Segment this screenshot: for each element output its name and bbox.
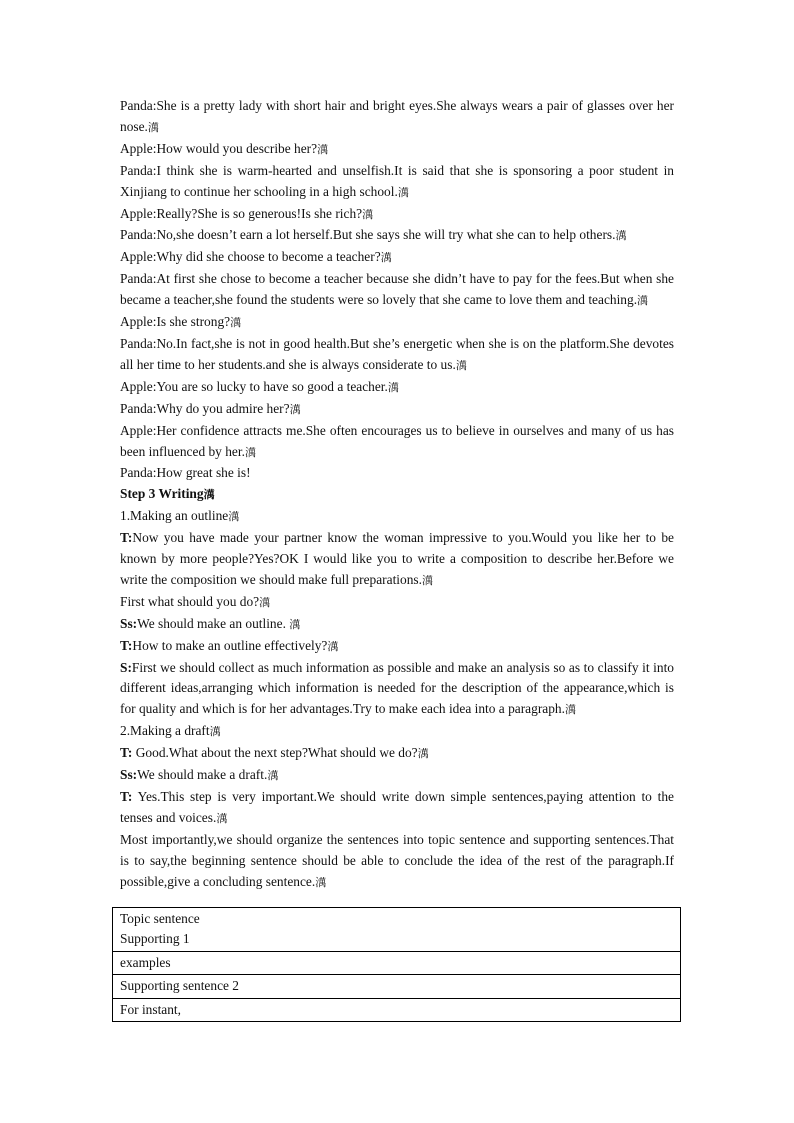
paragraph-mark: 澫: [564, 703, 576, 717]
paragraph: [120, 721, 674, 743]
speaker-label: S:: [120, 659, 132, 675]
paragraph-mark: 澫: [259, 595, 271, 609]
paragraph-mark: 澫: [417, 747, 429, 761]
speaker-label: T:: [120, 637, 133, 653]
paragraph: [120, 506, 674, 528]
table-cell: Supporting sentence 2: [113, 975, 681, 998]
paragraph-mark: 澫: [362, 207, 374, 221]
paragraph-mark: 澫: [228, 510, 240, 524]
paragraph-mark: 澫: [317, 142, 329, 156]
paragraph-text: Apple:Really?She is so generous!Is she rich?: [120, 205, 363, 221]
paragraph-text: First what should you do?: [120, 593, 260, 609]
paragraph-text: We should make a draft.: [137, 767, 268, 783]
paragraph: [120, 787, 674, 830]
paragraph: [120, 528, 674, 592]
paragraph: [120, 334, 674, 377]
paragraph-text: We should make an outline.: [137, 615, 290, 631]
paragraph-text: Apple:Her confidence attracts me.She often encourages us to believe in ourselves and many of us has been influenced by her.: [120, 422, 674, 459]
paragraph-mark: 澫: [289, 617, 301, 631]
paragraph: [120, 377, 674, 399]
outline-table: [112, 907, 681, 1022]
paragraph-text: Panda:No,she doesn’t earn a lot herself.But she says she will try what she can to help others.: [120, 227, 616, 243]
paragraph: [120, 592, 674, 614]
paragraph-mark: 澫: [230, 316, 242, 330]
speaker-label: T:: [120, 789, 133, 804]
paragraph-text: 1.Making an outline: [120, 508, 229, 524]
paragraph: [120, 830, 674, 894]
paragraph-text: How to make an outline effectively?: [132, 637, 328, 653]
paragraph-text: Panda:Why do you admire her?: [120, 400, 290, 416]
paragraph: [120, 614, 674, 636]
paragraph-text: Step 3 Writing: [120, 486, 204, 502]
paragraph-mark: 澫: [267, 769, 279, 783]
paragraph-mark: 澫: [387, 380, 399, 394]
speaker-label: T:: [120, 530, 133, 546]
document-body: [120, 96, 674, 894]
paragraph: [120, 463, 674, 484]
paragraph-text: First we should collect as much information as possible and make an analysis so as to classify it into different ideas,arranging which information is needed for the description of the appearance,which is for quality and which is for her advantages.Try to make each idea into a paragraph.: [120, 659, 674, 717]
paragraph-text: 2.Making a draft: [120, 723, 210, 739]
paragraph: [120, 399, 674, 421]
paragraph-mark: 澫: [380, 251, 392, 265]
paragraph-text: Panda:How great she is!: [120, 465, 251, 481]
paragraph-mark: 澫: [216, 811, 228, 825]
table-row: [113, 975, 681, 998]
paragraph: [120, 658, 674, 722]
table-row: [113, 951, 681, 974]
paragraph-text: Panda:No.In fact,she is not in good health.But she’s energetic when she is on the platform.She devotes all her time to her students.and she is always considerate to us.: [120, 335, 674, 372]
table-cell-line: Supporting 1: [120, 931, 190, 947]
paragraph-mark: 澫: [147, 120, 159, 134]
paragraph-mark: 澫: [455, 358, 467, 372]
table-cell-line: Topic sentence: [120, 911, 200, 926]
paragraph: [120, 636, 674, 658]
paragraph: [120, 484, 674, 506]
paragraph: [120, 161, 674, 204]
table-row: [113, 908, 681, 952]
paragraph: [120, 96, 674, 139]
paragraph-text: Most importantly,we should organize the sentences into topic sentence and supporting sentences.That is to say,the beginning sentence should be able to conclude the idea of the rest of the paragraph.If possible,give a concluding sentence.: [120, 831, 674, 889]
paragraph-text: Now you have made your partner know the woman impressive to you.Would you like her to be known by more people?Yes?OK I would like you to write a composition to describe her.Before we write the composition we should make full preparations.: [120, 530, 674, 587]
speaker-label: Ss:: [120, 767, 138, 783]
paragraph-text: Apple:How would you describe her?: [120, 140, 318, 156]
paragraph-text: Panda:She is a pretty lady with short hair and bright eyes.She always wears a pair of glasses over her nose.: [120, 98, 674, 134]
paragraph-mark: 澫: [615, 229, 627, 243]
table-cell: [113, 908, 681, 952]
paragraph-mark: 澫: [315, 875, 327, 889]
paragraph-text: Apple:You are so lucky to have so good a teacher.: [120, 378, 388, 394]
paragraph-text: Good.What about the next step?What should we do?: [132, 745, 418, 761]
paragraph: [120, 743, 674, 765]
paragraph: [120, 247, 674, 269]
paragraph: [120, 421, 674, 464]
paragraph-mark: 澫: [289, 402, 301, 416]
table-cell: examples: [113, 951, 681, 974]
paragraph: [120, 225, 674, 247]
table-cell: For instant,: [113, 998, 681, 1021]
paragraph: [120, 765, 674, 787]
paragraph-text: Apple:Is she strong?: [120, 314, 231, 330]
speaker-label: T:: [120, 745, 133, 761]
paragraph-mark: 澫: [327, 639, 339, 653]
paragraph-text: Apple:Why did she choose to become a teacher?: [120, 249, 381, 265]
paragraph: [120, 139, 674, 161]
paragraph-mark: 澫: [397, 185, 409, 199]
paragraph-mark: 澫: [421, 573, 433, 587]
speaker-label: Ss:: [120, 615, 138, 631]
table-row: [113, 998, 681, 1021]
paragraph-mark: 澫: [203, 488, 215, 502]
paragraph-mark: 澫: [209, 725, 221, 739]
paragraph-text: Panda:At first she chose to become a teacher because she didn’t have to pay for the fees.But when she became a teacher,she found the students were so lovely that she came to love them and teaching.: [120, 271, 674, 308]
paragraph-mark: 澫: [637, 294, 649, 308]
paragraph: [120, 269, 674, 312]
paragraph-text: Yes.This step is very important.We should write down simple sentences,paying attention to the tenses and voices.: [120, 789, 674, 825]
paragraph-text: Panda:I think she is warm-hearted and unselfish.It is said that she is sponsoring a poor student in Xinjiang to continue her schooling in a high school.: [120, 162, 674, 199]
paragraph: [120, 204, 674, 226]
paragraph: [120, 312, 674, 334]
paragraph-mark: 澫: [244, 445, 256, 459]
